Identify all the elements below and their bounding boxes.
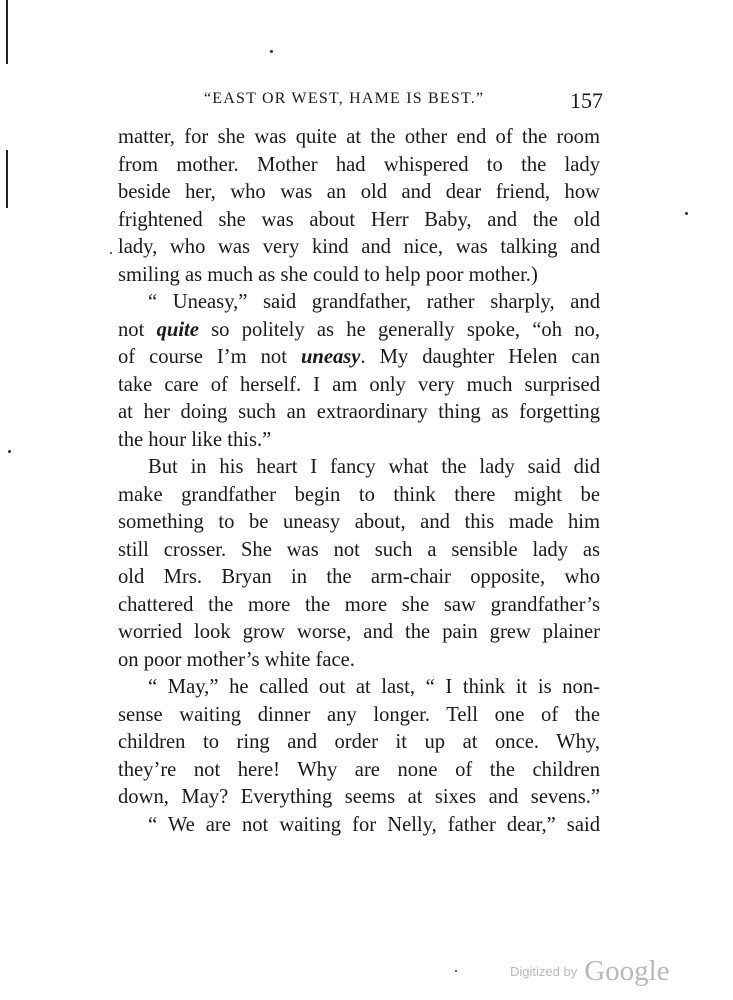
- digitized-by-watermark: [510, 955, 670, 988]
- running-title: “EAST OR WEST, HAME IS BEST.”: [204, 90, 485, 107]
- text-line: matter, for she was quite at the other end of the room: [118, 126, 600, 148]
- text-line: down, May? Everything seems at sixes and sevens.”: [118, 786, 600, 808]
- text-line: frightened she was about Herr Baby, and the old: [118, 208, 600, 231]
- page-number: 157: [570, 88, 603, 113]
- scan-speck: [8, 450, 11, 453]
- text-line: still crosser. She was not such a sensible lady as: [118, 538, 600, 561]
- text-line: of course I’m not uneasy. My daughter Helen can: [118, 346, 600, 368]
- text-line: at her doing such an extraordinary thing as forgetting: [118, 401, 600, 423]
- text-line: “ We are not waiting for Nelly, father dear,” said: [148, 813, 600, 836]
- text-line: something to be uneasy about, and this made him: [118, 511, 600, 533]
- scan-speck: [685, 212, 688, 215]
- text-line: But in his heart I fancy what the lady said did: [148, 456, 600, 478]
- text-line: from mother. Mother had whispered to the lady: [118, 153, 600, 176]
- text-line: “ May,” he called out at last, “ I think it is non-: [148, 676, 600, 698]
- text-line: make grandfather begin to think there might be: [118, 483, 600, 506]
- text-line: sense waiting dinner any longer. Tell one of the: [118, 703, 600, 726]
- text-line: old Mrs. Bryan in the arm-chair opposite, who: [118, 566, 600, 588]
- text-line: on poor mother’s white face.: [118, 648, 355, 671]
- text-line: not quite so politely as he generally spoke, “oh no,: [118, 318, 601, 341]
- text-line: “ Uneasy,” said grandfather, rather sharply, and: [148, 291, 600, 313]
- text-line: smiling as much as she could to help poor mother.): [118, 263, 538, 286]
- text-line: children to ring and order it up at once. Why,: [118, 731, 600, 753]
- scan-speck: [110, 252, 112, 254]
- text-line: they’re not here! Why are none of the children: [118, 758, 600, 781]
- body-text: [118, 124, 600, 839]
- scan-edge-mark-middle: [6, 150, 8, 208]
- running-head: [118, 88, 603, 118]
- text-line: take care of herself. I am only very much surprised: [118, 373, 600, 396]
- text-line: worried look grow worse, and the pain grew plainer: [118, 621, 600, 643]
- text-line: beside her, who was an old and dear friend, how: [118, 181, 600, 203]
- google-logo-text: Google: [584, 955, 670, 987]
- scan-edge-mark-top: [6, 0, 8, 64]
- scan-speck: [270, 50, 273, 53]
- text-line: the hour like this.”: [118, 428, 272, 451]
- text-line: lady, who was very kind and nice, was talking and: [118, 236, 600, 258]
- watermark-prefix: Digitized by: [510, 964, 578, 979]
- text-line: chattered the more the more she saw grandfather’s: [118, 593, 600, 616]
- scan-speck: [455, 970, 457, 972]
